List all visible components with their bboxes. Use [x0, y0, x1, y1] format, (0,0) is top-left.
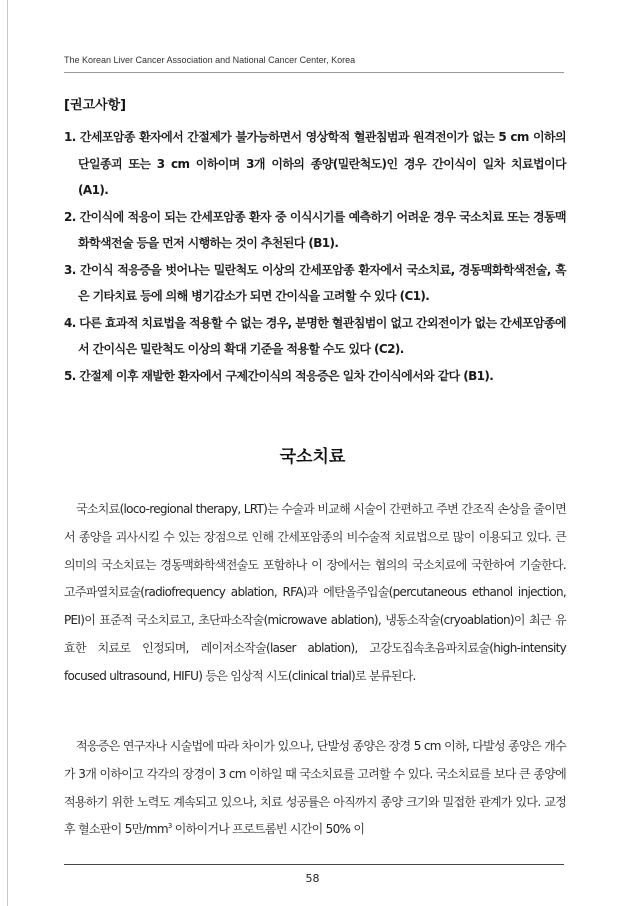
recommendation-item-2: 2. 간이식에 적응이 되는 간세포암종 환자 중 이식시기를 예측하기 어려운 경우 국소치료 또는 경동맥화학색전술 등을 먼저 시행하는 것이 추천된다 (B1).	[64, 209, 566, 250]
body-paragraph-2	[64, 733, 566, 844]
recommendations-list	[64, 124, 566, 389]
recommendation-item-3: 3. 간이식 적응증을 벗어나는 밀란척도 이상의 간세포암종 환자에서 국소치료, 경동맥화학색전술, 혹은 기타치료 등에 의해 병기감소가 되면 간이식을 고려할 수 있다 (C1).	[64, 262, 566, 303]
header-divider	[64, 72, 564, 73]
recommendation-item-1: 1. 간세포암종 환자에서 간절제가 불가능하면서 영상학적 혈관침범과 원격전이가 없는 5 cm 이하의 단일종괴 또는 3 cm 이하이며 3개 이하의 종양(밀란척도)인 경우 간이식이 일차 치료법이다 (A1).	[64, 130, 566, 197]
recommendations-heading: [권고사항]	[64, 98, 127, 113]
paragraph-2-text-a: 적응증은 연구자나 시술법에 따라 차이가 있으나, 단발성 종양은 장경 5 cm 이하, 다발성 종양은 개수가 3개 이하이고 각각의 장경이 3 cm 이하일 때 국소치료를 고려할 수 있다. 국소치료를 보다 큰 종양에 적용하기 위한 노력도 계속되고 있으나, 치료 성공률은 아직까지 종양 크기와 밀접한 관계가 있다. 교정 후 혈소판이 5만/mm	[64, 739, 566, 837]
recommendation-item-5: 5. 간절제 이후 재발한 환자에서 구제간이식의 적응증은 일차 간이식에서와 같다 (B1).	[64, 368, 494, 383]
page-number: 58	[305, 872, 320, 885]
body-paragraph-1: 국소치료(loco-regional therapy, LRT)는 수술과 비교해 시술이 간편하고 주변 간조직 손상을 줄이면서 종양을 괴사시킬 수 있는 장점으로 인해 간세포암종의 비수술적 치료법으로 많이 이용되고 있다. 큰 의미의 국소치료는 경동맥화학색전술도 포함하나 이 장에서는 협의의 국소치료에 국한하여 기술한다. 고주파열치료술(radiofrequency ablation, RFA)과 에탄올주입술(percutaneous ethanol injection, PEI)이 표준적 국소치료고, 초단파소작술(microwave ablation), 냉동소작술(cryoablation)이 최근 유효한 치료로 인정되며, 레이저소작술(laser ablation), 고강도집속초음파치료술(high-intensity focused ultrasound, HIFU) 등은 임상적 시도(clinical trial)로 분류된다.	[64, 502, 566, 683]
running-header: The Korean Liver Cancer Association and National Cancer Center, Korea	[64, 55, 356, 65]
footer-divider	[64, 864, 564, 865]
paragraph-2-text-b: 이하이거나 프로트롬빈 시간이 50% 이	[171, 822, 365, 837]
section-title: 국소치료	[279, 447, 346, 467]
recommendation-item-4: 4. 다른 효과적 치료법을 적용할 수 없는 경우, 분명한 혈관침범이 없고 간외전이가 없는 간세포암종에서 간이식은 밀란척도 이상의 확대 기준을 적용할 수도 있다 (C2).	[64, 315, 566, 356]
superscript-3: 3	[167, 822, 172, 831]
